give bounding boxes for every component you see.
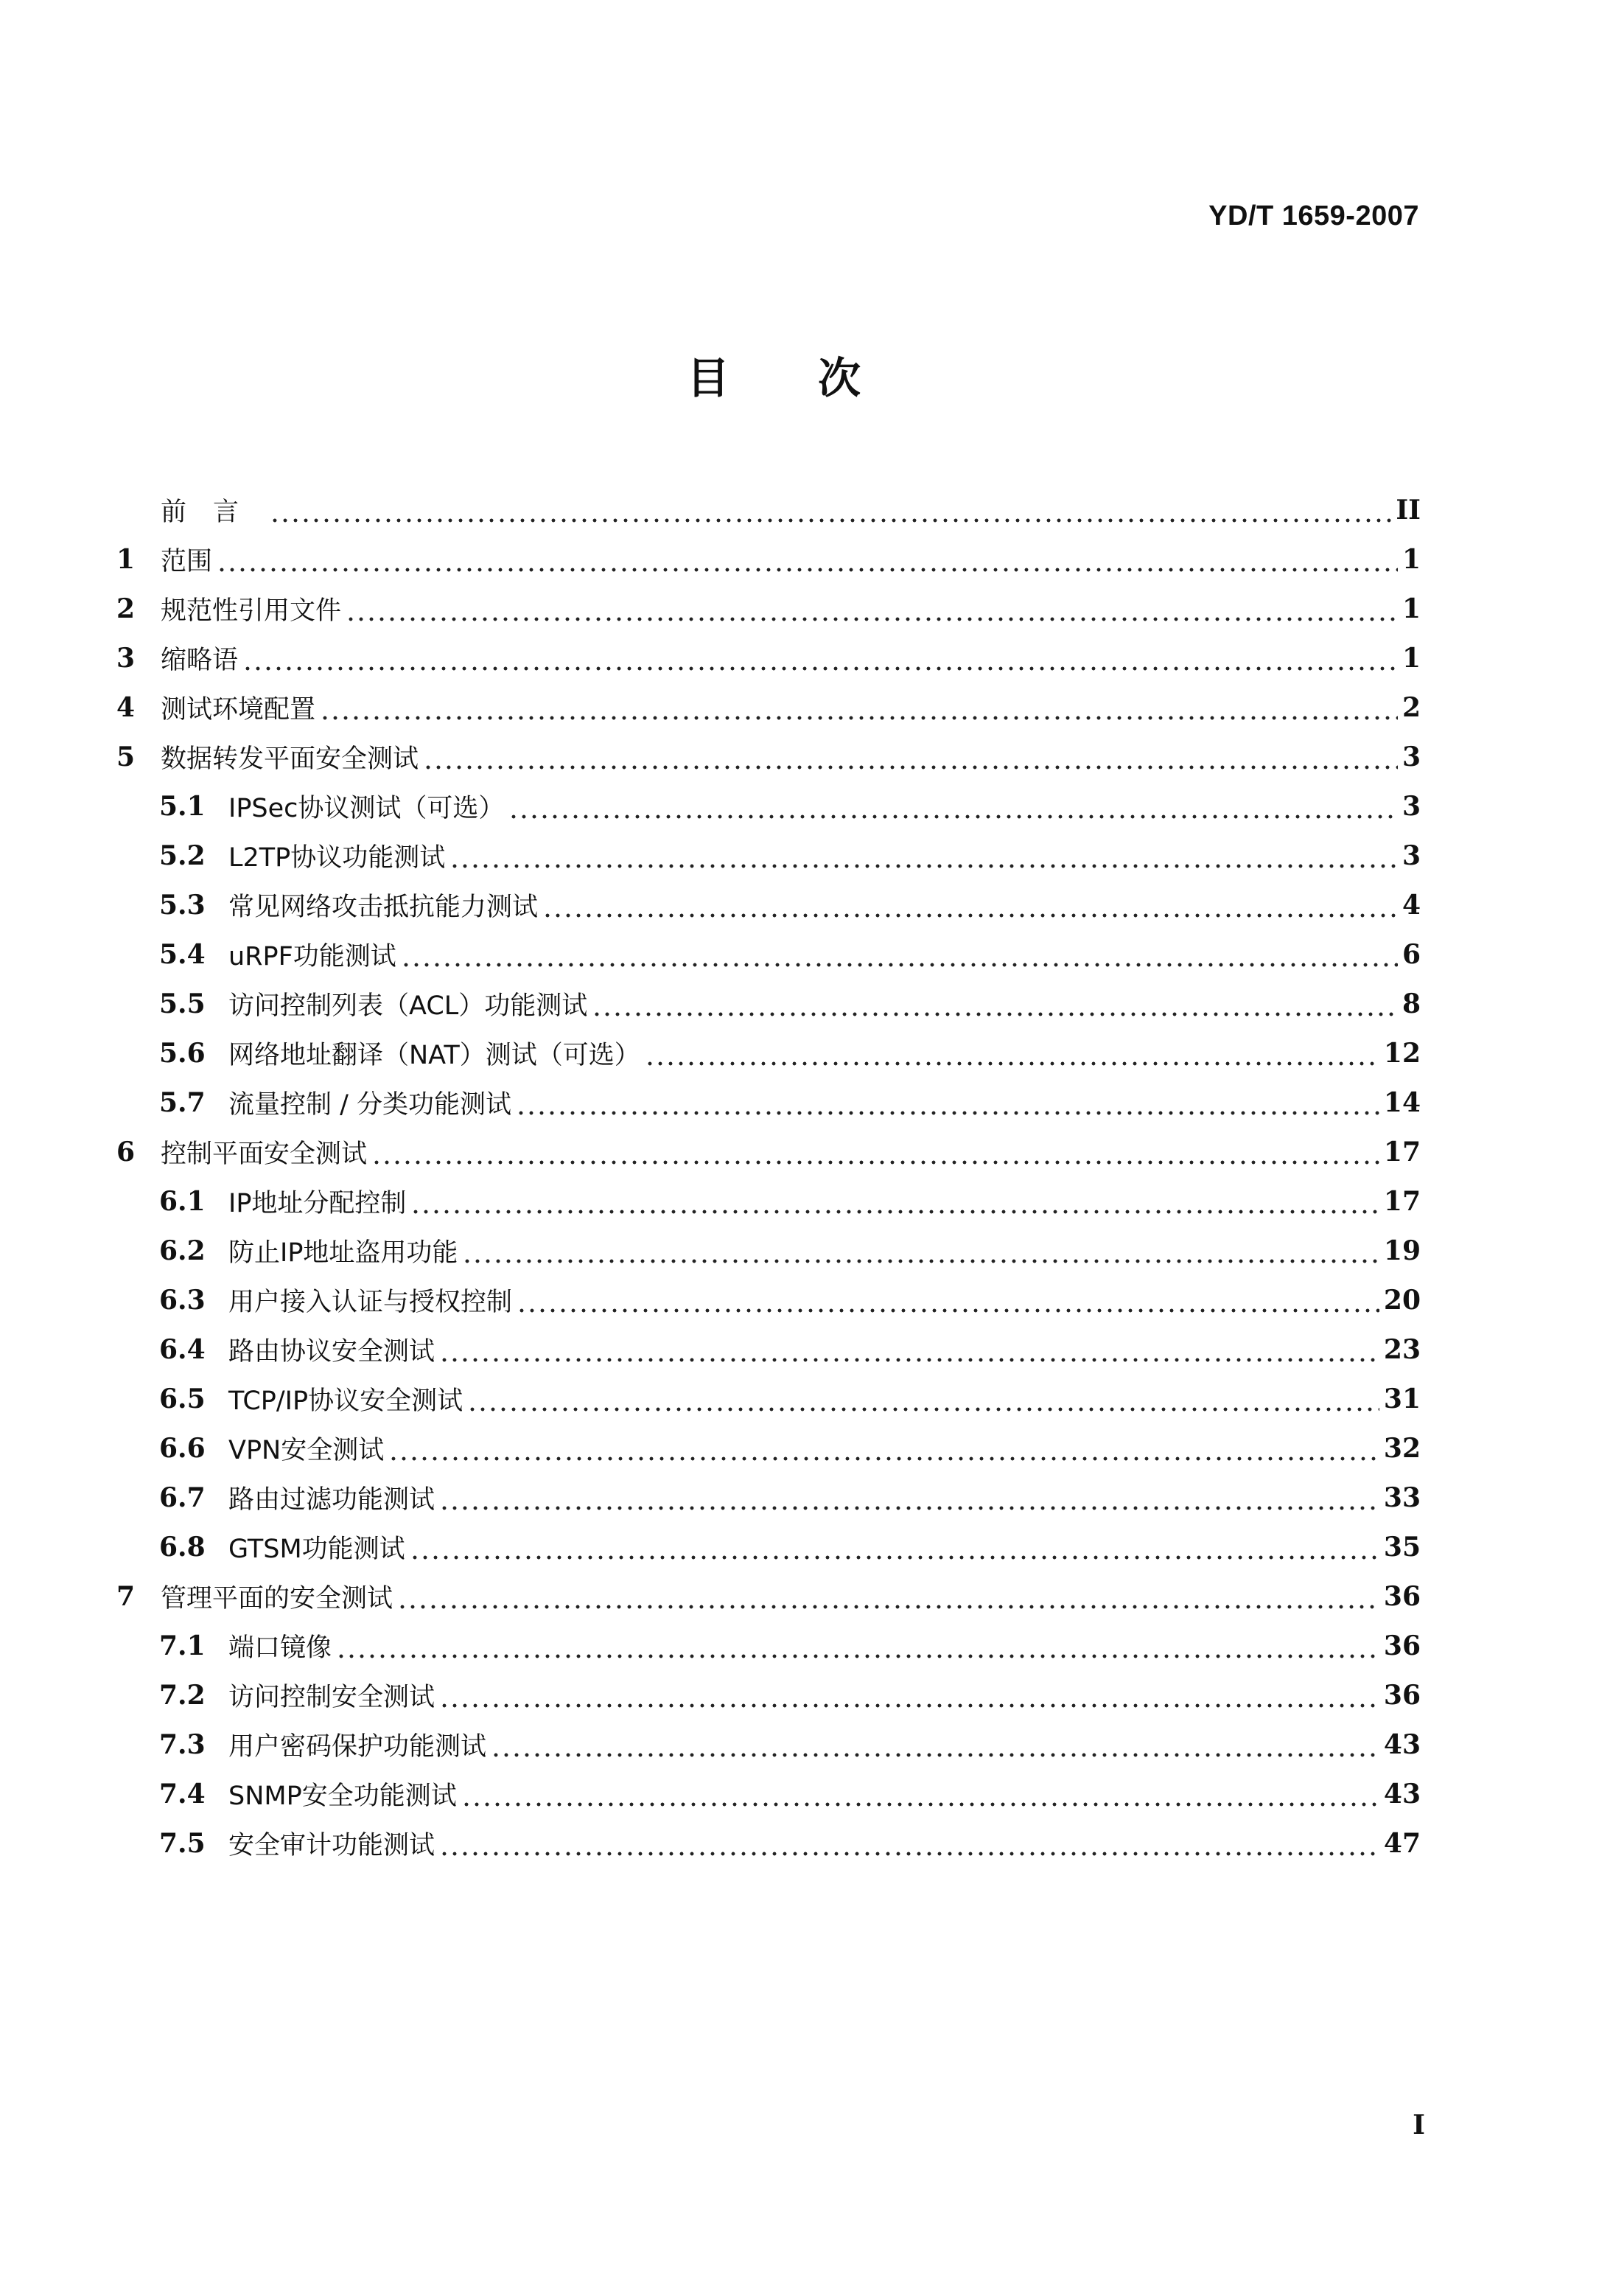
toc-entry[interactable] [116,979,1421,1028]
toc-entry-page: 2 [1402,691,1421,723]
toc-entry[interactable] [116,683,1421,732]
toc-dot-leader [516,1089,1379,1116]
table-of-contents [116,485,1421,1868]
toc-entry-number: 1 [116,543,136,575]
toc-entry-number: 6.6 [159,1432,206,1464]
toc-entry-label: 网络地址翻译（NAT）测试（可选） [228,1040,640,1070]
toc-dot-leader [397,1583,1379,1610]
toc-title: 目次 [686,353,949,403]
toc-dot-leader [423,744,1398,770]
toc-entry[interactable] [116,1670,1421,1720]
toc-entry-number: 5 [116,741,136,772]
toc-entry-number: 6.1 [159,1185,206,1217]
toc-entry-page: 4 [1402,889,1421,921]
toc-entry-label: 用户密码保护功能测试 [228,1731,487,1762]
toc-entry[interactable] [116,1720,1421,1769]
toc-entry[interactable] [116,1769,1421,1818]
toc-entry-page: 3 [1402,840,1421,871]
toc-entry-number: 5.6 [159,1037,206,1069]
toc-entry-number: 2 [116,593,136,624]
toc-entry-page: 14 [1383,1086,1421,1118]
toc-dot-leader [449,842,1398,869]
toc-entry[interactable] [116,929,1421,979]
toc-entry[interactable] [116,1473,1421,1522]
toc-entry-number: 5.3 [159,889,206,921]
toc-entry-page: 36 [1383,1580,1421,1612]
toc-entry-number: 7.2 [159,1679,206,1711]
toc-entry[interactable] [116,633,1421,683]
page-number: I [1413,2110,1425,2140]
toc-entry-page: 23 [1383,1333,1421,1365]
toc-entry-page: 43 [1383,1778,1421,1810]
toc-entry-page: 32 [1383,1432,1421,1464]
toc-dot-leader [439,1336,1379,1363]
toc-entry-page: 43 [1383,1728,1421,1760]
toc-dot-leader [410,1534,1379,1560]
toc-entry-page: 19 [1383,1235,1421,1266]
toc-entry-label: TCP/IP协议安全测试 [228,1386,463,1416]
toc-entry-number: 4 [116,691,136,723]
toc-entry-number: 6 [116,1136,136,1168]
toc-entry-label: VPN安全测试 [228,1435,385,1465]
toc-entry-label: 访问控制安全测试 [228,1682,435,1712]
toc-entry-number: 7.5 [159,1827,206,1859]
toc-dot-leader [388,1435,1379,1462]
toc-entry[interactable] [116,732,1421,781]
toc-entry[interactable] [116,1374,1421,1423]
toc-dot-leader [542,892,1398,918]
toc-dot-leader [592,991,1398,1017]
toc-entry[interactable] [116,781,1421,831]
toc-entry-label: 防止IP地址盗用功能 [228,1238,458,1268]
toc-dot-leader [410,1188,1379,1215]
toc-entry[interactable] [116,1621,1421,1670]
toc-dot-leader [401,941,1398,968]
toc-entry-page: 6 [1402,938,1421,970]
toc-dot-leader [439,1484,1379,1511]
toc-dot-leader [461,1781,1379,1807]
toc-dot-leader [371,1139,1379,1165]
toc-entry-label: L2TP协议功能测试 [228,842,446,873]
toc-entry-label: 常见网络攻击抵抗能力测试 [228,892,539,922]
toc-entry-number: 5.1 [159,790,206,822]
toc-entry-number: 7 [116,1580,136,1612]
toc-entry-page: 1 [1402,642,1421,674]
toc-entry-label: GTSM功能测试 [228,1534,405,1564]
toc-entry[interactable] [116,1325,1421,1374]
toc-entry[interactable] [116,1522,1421,1571]
toc-entry[interactable] [116,1028,1421,1078]
toc-dot-leader [439,1830,1379,1857]
toc-entry[interactable] [116,1078,1421,1127]
toc-entry-label: 前言 [161,497,266,527]
toc-dot-leader [517,1287,1379,1313]
toc-entry-page: 17 [1383,1185,1421,1217]
toc-dot-leader [336,1633,1379,1659]
toc-entry-page: 36 [1383,1630,1421,1661]
toc-entry-page: 33 [1383,1482,1421,1513]
toc-entry-label: 管理平面的安全测试 [161,1583,393,1613]
toc-entry-label: uRPF功能测试 [228,941,396,971]
toc-dot-leader [462,1238,1379,1264]
toc-entry[interactable] [116,880,1421,929]
toc-entry-label: 路由过滤功能测试 [228,1484,435,1515]
toc-entry[interactable] [116,1275,1421,1325]
toc-entry-label: SNMP安全功能测试 [228,1781,457,1811]
toc-dot-leader [242,645,1398,671]
toc-entry-number: 7.3 [159,1728,206,1760]
toc-entry[interactable] [116,1571,1421,1621]
toc-entry-number: 6.4 [159,1333,206,1365]
toc-entry[interactable] [116,485,1421,534]
toc-entry[interactable] [116,534,1421,584]
toc-entry[interactable] [116,1423,1421,1473]
toc-entry-page: 3 [1402,741,1421,772]
toc-entry-number: 5.4 [159,938,206,970]
toc-entry-page: 17 [1383,1136,1421,1168]
toc-entry-label: 数据转发平面安全测试 [161,744,419,774]
toc-dot-leader [346,596,1398,622]
toc-entry-label: 范围 [161,546,213,576]
toc-dot-leader [491,1731,1379,1758]
toc-dot-leader [645,1040,1379,1067]
toc-entry-label: 路由协议安全测试 [228,1336,435,1367]
toc-dot-leader [217,546,1398,573]
toc-entry-page: 1 [1402,593,1421,624]
toc-entry-page: 20 [1383,1284,1421,1316]
toc-entry-page: 35 [1383,1531,1421,1563]
toc-entry-label: 用户接入认证与授权控制 [228,1287,513,1317]
toc-dot-leader [320,694,1398,721]
toc-entry[interactable] [116,584,1421,633]
toc-entry-number: 6.2 [159,1235,206,1266]
toc-entry-page: 3 [1402,790,1421,822]
toc-dot-leader [508,793,1398,820]
toc-entry-page: II [1396,494,1421,526]
toc-entry[interactable] [116,1176,1421,1226]
toc-entry-label: IP地址分配控制 [228,1188,407,1218]
toc-dot-leader [270,497,1391,523]
toc-entry-number: 6.3 [159,1284,206,1316]
toc-entry-page: 1 [1402,543,1421,575]
toc-entry[interactable] [116,1226,1421,1275]
toc-entry-label: 缩略语 [161,645,239,675]
toc-entry-number: 6.7 [159,1482,206,1513]
toc-entry[interactable] [116,1127,1421,1176]
toc-entry-page: 36 [1383,1679,1421,1711]
toc-entry-label: 测试环境配置 [161,694,316,725]
toc-entry-number: 7.1 [159,1630,206,1661]
toc-entry-number: 7.4 [159,1778,206,1810]
toc-entry-page: 47 [1383,1827,1421,1859]
toc-entry-number: 5.2 [159,840,206,871]
toc-entry-label: 访问控制列表（ACL）功能测试 [228,991,588,1021]
toc-entry[interactable] [116,1818,1421,1868]
toc-dot-leader [467,1386,1379,1412]
document-code: YD/T 1659-2007 [1208,200,1419,231]
toc-entry-label: 流量控制 / 分类功能测试 [228,1089,512,1120]
toc-dot-leader [439,1682,1379,1709]
toc-entry-number: 3 [116,642,136,674]
toc-entry-label: 安全审计功能测试 [228,1830,435,1860]
toc-entry-label: 端口镜像 [228,1633,332,1663]
toc-entry-number: 6.5 [159,1383,206,1414]
toc-entry-page: 12 [1383,1037,1421,1069]
toc-entry-page: 8 [1402,988,1421,1019]
toc-entry-label: 控制平面安全测试 [161,1139,368,1169]
toc-entry-number: 5.5 [159,988,206,1019]
toc-entry[interactable] [116,831,1421,880]
toc-entry-page: 31 [1383,1383,1421,1414]
toc-entry-label: 规范性引用文件 [161,596,342,626]
toc-entry-label: IPSec协议测试（可选） [228,793,505,823]
toc-entry-number: 6.8 [159,1531,206,1563]
toc-entry-number: 5.7 [159,1086,206,1118]
